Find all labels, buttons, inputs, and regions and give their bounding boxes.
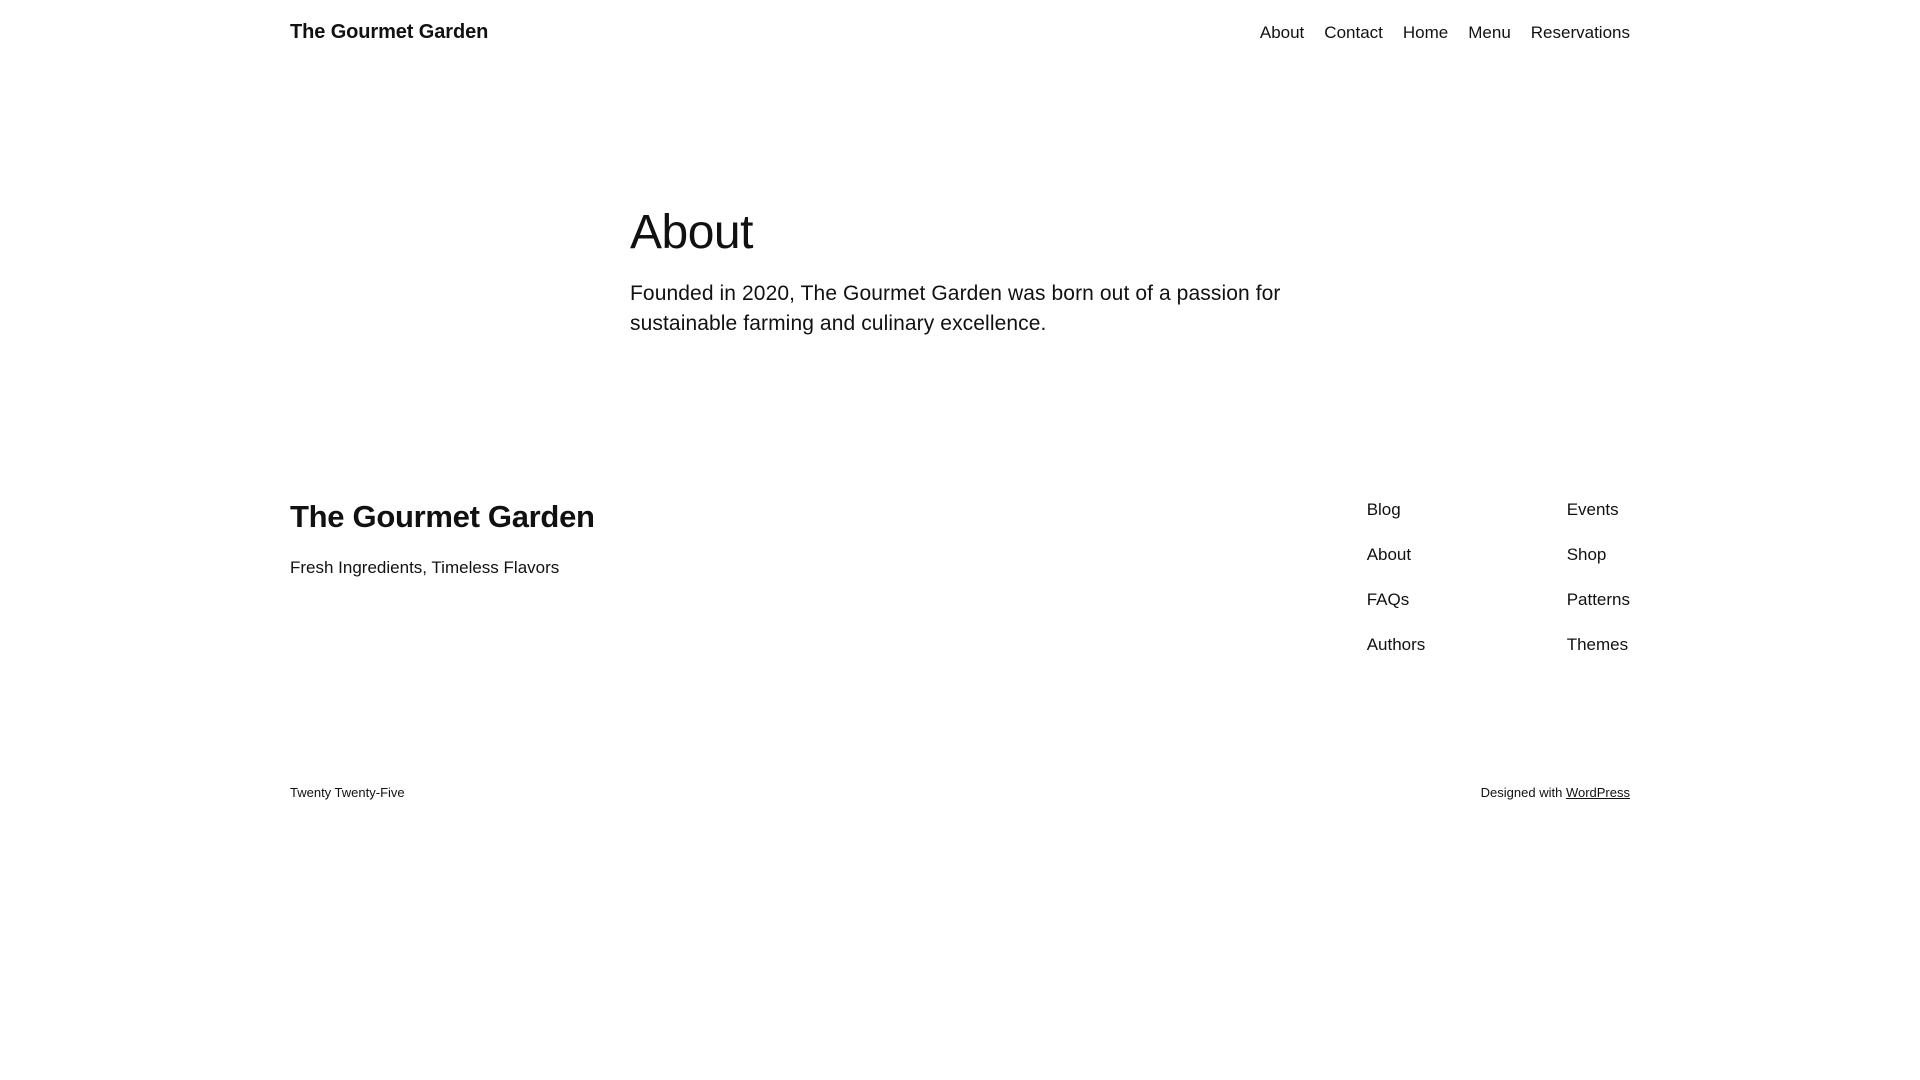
nav-link-menu[interactable]: Menu [1468, 22, 1511, 42]
footer-link-authors[interactable]: Authors [1366, 635, 1426, 655]
nav-link-home[interactable]: Home [1402, 22, 1449, 42]
footer-link-columns [1367, 499, 1630, 657]
footer-link-blog[interactable]: Blog [1366, 500, 1401, 520]
footer-link-events[interactable]: Events [1566, 500, 1619, 520]
nav-link-contact[interactable]: Contact [1324, 22, 1383, 42]
footer-link-about[interactable]: About [1366, 545, 1412, 565]
footer-link-item [1567, 634, 1630, 657]
footer-link-faqs[interactable]: FAQs [1366, 590, 1410, 610]
footer-link-patterns[interactable]: Patterns [1566, 590, 1630, 610]
footer-link-item [1567, 499, 1630, 522]
nav-link-reservations[interactable]: Reservations [1530, 22, 1630, 42]
site-title-link[interactable]: The Gourmet Garden [290, 21, 489, 43]
site-footer [290, 339, 1630, 840]
main-content [0, 44, 1920, 339]
footer-top [290, 499, 1630, 657]
footer-link-themes[interactable]: Themes [1566, 635, 1629, 655]
footer-link-item [1367, 499, 1567, 522]
footer-link-item [1367, 589, 1567, 612]
footer-link-item [1567, 544, 1630, 567]
footer-link-item [1367, 634, 1567, 657]
nav-link-about[interactable]: About [1259, 22, 1305, 42]
footer-link-item [1367, 544, 1567, 567]
primary-nav [1260, 23, 1630, 43]
footer-brand [290, 499, 595, 578]
site-header [290, 0, 1630, 44]
footer-link-item [1567, 589, 1630, 612]
footer-theme-name: Twenty Twenty-Five [290, 785, 405, 801]
content-column [630, 44, 1290, 339]
footer-link-shop[interactable]: Shop [1566, 545, 1607, 565]
page-title: About [630, 206, 753, 259]
footer-site-title: The Gourmet Garden [290, 499, 595, 535]
footer-credit-text: Designed with [1480, 785, 1566, 801]
footer-tagline: Fresh Ingredients, Timeless Flavors [290, 558, 560, 577]
wordpress-link[interactable]: WordPress [1565, 785, 1630, 801]
intro-paragraph: Founded in 2020, The Gourmet Garden was born out of a passion for sustainable farming and culinary excellence. [630, 282, 1281, 336]
footer-column-1 [1367, 499, 1567, 657]
footer-bottom [290, 785, 1630, 840]
footer-column-2 [1567, 499, 1630, 657]
footer-credit [1481, 785, 1630, 800]
